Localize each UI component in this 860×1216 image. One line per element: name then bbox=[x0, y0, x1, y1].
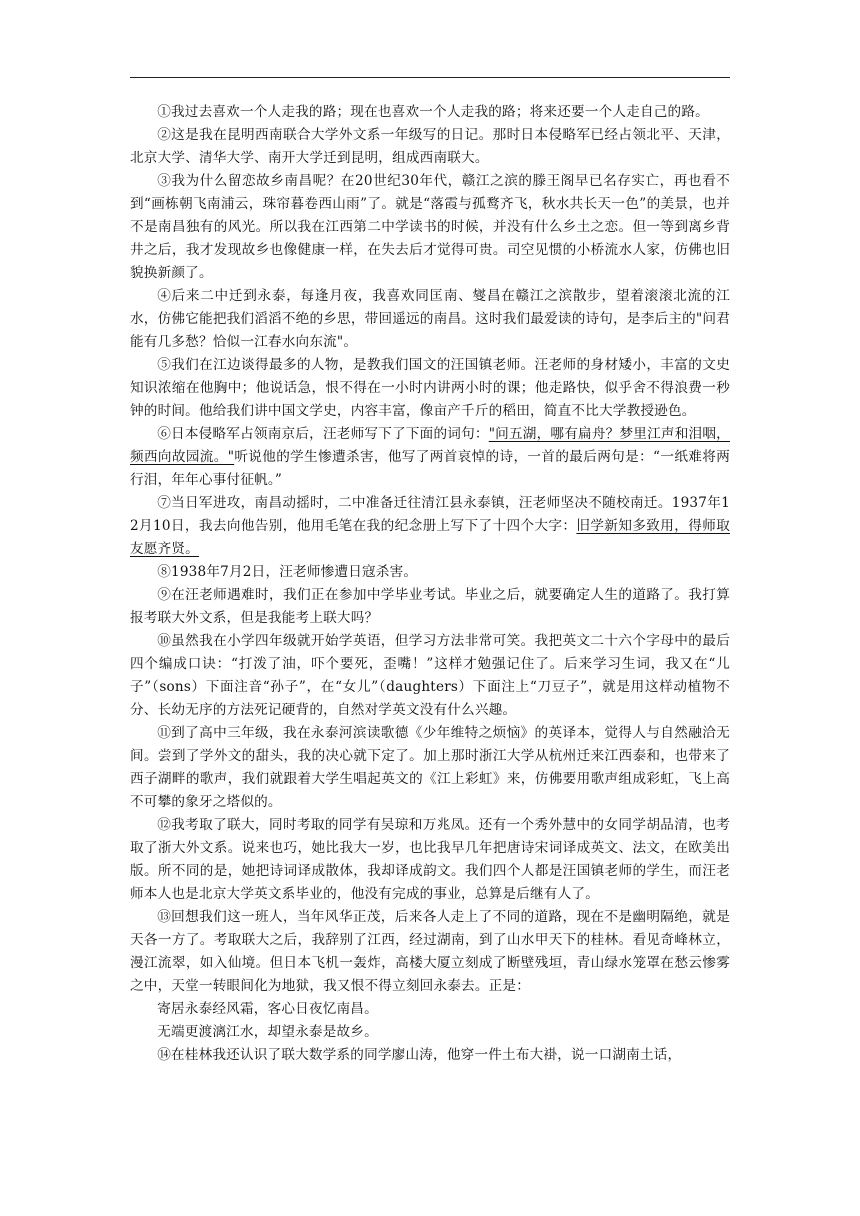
paragraph bbox=[130, 584, 730, 630]
paragraph bbox=[130, 285, 730, 354]
paragraph bbox=[130, 492, 730, 561]
paragraph bbox=[130, 1044, 730, 1067]
paragraph-text: ⑬回想我们这一班人，当年风华正茂，后来各人走上了不同的道路，现在不是幽明隔绝，就是天各一方了。考取联大之后，我辞别了江西，经过湖南，到了山水甲天下的桂林。看见奇峰林立，漫江流翠，如入仙境。但日本飞机一轰炸，高楼大厦立刻成了断壁残垣，青山绿水笼罩在愁云惨雾之中，天堂一转眼间化为地狱，我又恨不得立刻回永泰去。正是： bbox=[130, 909, 730, 994]
header-rule bbox=[130, 77, 730, 78]
paragraph-text: ③我为什么留恋故乡南昌呢？在20世纪30年代，赣江之滨的滕王阁早已名存实亡，再也看不到“画栋朝飞南浦云，珠帘暮卷西山雨”了。就是“落霞与孤鹜齐飞，秋水共长天一色”的美景，也并不是南昌独有的风光。所以我在江西第二中学读书的时候，并没有什么乡土之恋。但一等到离乡背井之后，我才发现故乡也像健康一样，在失去后才觉得可贵。司空见惯的小桥流水人家，仿佛也旧貌换新颜了。 bbox=[130, 173, 730, 281]
paragraph bbox=[130, 561, 730, 584]
paragraph-text: ②这是我在昆明西南联合大学外文系一年级写的日记。那时日本侵略军已经占领北平、天津，北京大学、清华大学、南开大学迁到昆明，组成西南联大。 bbox=[130, 127, 730, 166]
paragraph bbox=[130, 423, 730, 492]
paragraph-text: ⑨在汪老师遇难时，我们正在参加中学毕业考试。毕业之后，就要确定人生的道路了。我打算报考联大外文系，但是我能考上联大吗？ bbox=[130, 587, 730, 626]
paragraph-text: ⑫我考取了联大，同时考取的同学有吴琼和万兆凤。还有一个秀外慧中的女同学胡品清，也考取了浙大外文系。说来也巧，她比我大一岁，也比我早几年把唐诗宋词译成英文、法文，在欧美出版。所不同的是，她把诗词译成散体，我却译成韵文。我们四个人都是汪国镇老师的学生，而汪老师本人也是北京大学英文系毕业的，他没有完成的事业，总算是后继有人了。 bbox=[130, 817, 730, 902]
paragraph-text: ④后来二中迁到永泰，每逢月夜，我喜欢同匡南、燮昌在赣江之滨散步，望着滚滚北流的江水，仿佛它能把我们滔滔不绝的乡思，带回遥远的南昌。这时我们最爱读的诗句，是李后主的"问君能有几多愁？恰似一江春水向东流"。 bbox=[130, 288, 730, 350]
paragraph bbox=[130, 124, 730, 170]
underlined-quote: "问五湖，哪有扁舟？梦里江声和泪咽，频西向故园流。" bbox=[130, 426, 730, 465]
paragraph bbox=[130, 101, 730, 124]
poem-line bbox=[130, 1021, 730, 1044]
paragraph-text: ⑭在桂林我还认识了联大数学系的同学廖山涛，他穿一件土布大褂，说一口湖南土话， bbox=[157, 1047, 682, 1063]
paragraph-text: ⑥日本侵略军占领南京后，汪老师写下了下面的词句： bbox=[157, 426, 489, 442]
paragraph-text: 听说他的学生惨遭杀害，他写了两首哀悼的诗，一首的最后两句是：“一纸难将两行泪，年年心事付征帆。” bbox=[130, 449, 730, 488]
paragraph bbox=[130, 906, 730, 998]
paragraph-text: 寄居永泰经风霜，客心日夜忆南昌。 bbox=[157, 1001, 378, 1017]
article-body bbox=[130, 101, 730, 1067]
paragraph-text: ⑧1938年7月2日，汪老师惨遭日寇杀害。 bbox=[157, 564, 418, 580]
paragraph-text: ⑪到了高中三年级，我在永泰河滨读歌德《少年维特之烦恼》的英译本，觉得人与自然融洽无间。尝到了学外文的甜头，我的决心就下定了。加上那时浙江大学从杭州迁来江西泰和，也带来了西子湖畔的歌声，我们就跟着大学生唱起英文的《江上彩虹》来，仿佛要用歌声组成彩虹，飞上高不可攀的象牙之塔似的。 bbox=[130, 725, 730, 810]
paragraph-text: ⑤我们在江边谈得最多的人物，是教我们国文的汪国镇老师。汪老师的身材矮小，丰富的文史知识浓缩在他胸中；他说话急，恨不得在一小时内讲两小时的课；他走路快，似乎舍不得浪费一秒钟的时间。他给我们讲中国文学史，内容丰富，像亩产千斤的稻田，简直不比大学教授逊色。 bbox=[130, 357, 730, 419]
paragraph bbox=[130, 814, 730, 906]
paragraph-text: ⑩虽然我在小学四年级就开始学英语，但学习方法非常可笑。我把英文二十六个字母中的最后四个编成口诀：“打泼了油，吓个要死，歪嘴！”这样才勉强记住了。后来学习生词，我又在“儿子”（sons）下面注音“孙子”，在“女儿”（daughters）下面注上“刀豆子”，就是用这样动植物不分、长幼无序的方法死记硬背的，自然对学英文没有什么兴趣。 bbox=[130, 633, 730, 718]
paragraph bbox=[130, 722, 730, 814]
paragraph-text: 无端更渡漓江水，却望永泰是故乡。 bbox=[157, 1024, 378, 1040]
underlined-quote: 旧学新知多致用，得师取友愿齐贤。 bbox=[130, 518, 731, 557]
paragraph bbox=[130, 630, 730, 722]
paragraph bbox=[130, 170, 730, 285]
paragraph-text: ⑦当日军进攻，南昌动摇时，二中准备迁往清江县永泰镇，汪老师坚决不随校南迁。1937年12月10日，我去向他告别，他用毛笔在我的纪念册上写下了十四个大字： bbox=[130, 495, 730, 534]
paragraph-text: ①我过去喜欢一个人走我的路；现在也喜欢一个人走我的路；将来还要一个人走自己的路。 bbox=[157, 104, 709, 120]
poem-line bbox=[130, 998, 730, 1021]
paragraph bbox=[130, 354, 730, 423]
